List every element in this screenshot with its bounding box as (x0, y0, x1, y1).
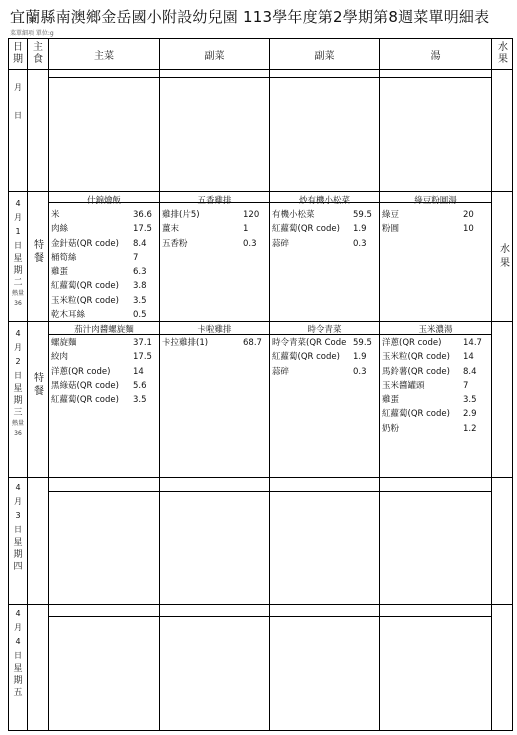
day-label-mon: 月 日 (14, 83, 22, 120)
soup-ingredients (382, 208, 487, 237)
unit-note: 菜單細項 單位:g (10, 30, 54, 37)
ingredient-row: 洋蔥(QR code) 14.7 (382, 338, 482, 348)
day-label-wed: 4 月 2 日 星 期 三 熱量 36 (11, 329, 24, 437)
ingredient-row: 綠豆 20 (382, 210, 474, 220)
soup-name: 綠豆粉圓湯 (414, 196, 457, 206)
header-main-dish: 主菜 (94, 50, 114, 62)
ingredient-row: 有機小松菜 59.5 (272, 210, 372, 220)
ingredient-row: 奶粉 1.2 (382, 423, 477, 434)
main-ingredients (51, 336, 157, 407)
header-staple: 主 食 (33, 42, 43, 65)
ingredient-row: 黑綠菇(QR code) 5.6 (51, 380, 147, 391)
ingredient-row: 紅蘿蔔(QR code) 2.9 (382, 409, 477, 420)
ingredient-row: 蒜碎 0.3 (272, 238, 367, 249)
ingredient-row: 粉圓 10 (382, 224, 474, 235)
ingredient-row: 雞蛋 6.3 (51, 267, 147, 278)
ingredient-row: 玉米醬罐頭 7 (382, 380, 469, 391)
staple-tue: 特 餐 (34, 240, 44, 264)
side-dish-2-name: 炒有機小松菜 (298, 196, 350, 206)
page-title: 宜蘭縣南澳鄉金岳國小附設幼兒園 113學年度第2學期第8週菜單明細表 (10, 8, 490, 26)
ingredient-row: 乾木耳絲 0.5 (51, 310, 147, 321)
header-date: 日 期 (13, 42, 23, 65)
side-dish-2-name: 時令青菜 (307, 325, 342, 335)
main-ingredients (51, 208, 157, 322)
ingredient-row: 薑末 1 (162, 224, 249, 235)
fruit-tue: 水 果 (500, 244, 510, 269)
ingredient-row: 紅蘿蔔(QR code) 3.5 (51, 395, 147, 406)
side2-ingredients (272, 336, 377, 379)
side2-ingredients (272, 208, 377, 251)
side-dish-1-name: 五香雞排 (197, 196, 232, 206)
ingredient-row: 金針菇(QR code) 8.4 (51, 238, 147, 249)
ingredient-row: 蒜碎 0.3 (272, 366, 367, 377)
soup-ingredients (382, 336, 487, 436)
ingredient-row: 玉米粒(QR code) 14 (382, 352, 474, 363)
day-label-thu: 4 月 3 日 星 期 四 (13, 483, 23, 572)
ingredient-row: 洋蔥(QR code) 14 (51, 366, 144, 377)
ingredient-row: 玉米粒(QR code) 3.5 (51, 295, 147, 306)
day-label-tue: 4 月 1 日 星 期 二 熱量 36 (11, 199, 24, 307)
main-dish-name: 什錦燴飯 (86, 196, 121, 206)
side-dish-1-name: 卡啦雞排 (197, 325, 232, 335)
ingredient-row: 桶筍絲 7 (51, 252, 139, 263)
ingredient-row: 雞排(片5) 120 (162, 210, 260, 220)
header-side-dish-1: 副菜 (204, 50, 225, 62)
ingredient-row: 肉絲 17.5 (51, 224, 152, 235)
side1-ingredients (162, 336, 267, 350)
ingredient-row: 螺旋麵 37.1 (51, 338, 152, 348)
day-label-fri: 4 月 4 日 星 期 五 (13, 609, 23, 698)
ingredient-row: 五香粉 0.3 (162, 238, 257, 249)
ingredient-row: 紅蘿蔔(QR code) 1.9 (272, 224, 367, 235)
ingredient-row: 馬鈴薯(QR code) 8.4 (382, 366, 477, 377)
header-soup: 湯 (430, 50, 441, 62)
soup-name: 玉米濃湯 (418, 325, 453, 335)
staple-wed: 特 餐 (34, 373, 44, 397)
ingredient-row: 卡拉雞排(1) 68.7 (162, 338, 262, 348)
main-dish-name: 茄汁肉醬螺旋麵 (74, 325, 134, 335)
ingredient-row: 絞肉 17.5 (51, 352, 152, 363)
side1-ingredients (162, 208, 267, 251)
ingredient-row: 紅蘿蔔(QR code) 1.9 (272, 352, 367, 363)
header-fruit: 水 果 (498, 42, 508, 65)
ingredient-row: 米 36.6 (51, 210, 152, 220)
ingredient-row: 雞蛋 3.5 (382, 395, 477, 406)
header-side-dish-2: 副菜 (314, 50, 335, 62)
ingredient-row: 時令青菜(QR Code 59.5 (272, 338, 372, 348)
menu-table (8, 38, 513, 731)
ingredient-row: 紅蘿蔔(QR code) 3.8 (51, 281, 147, 292)
